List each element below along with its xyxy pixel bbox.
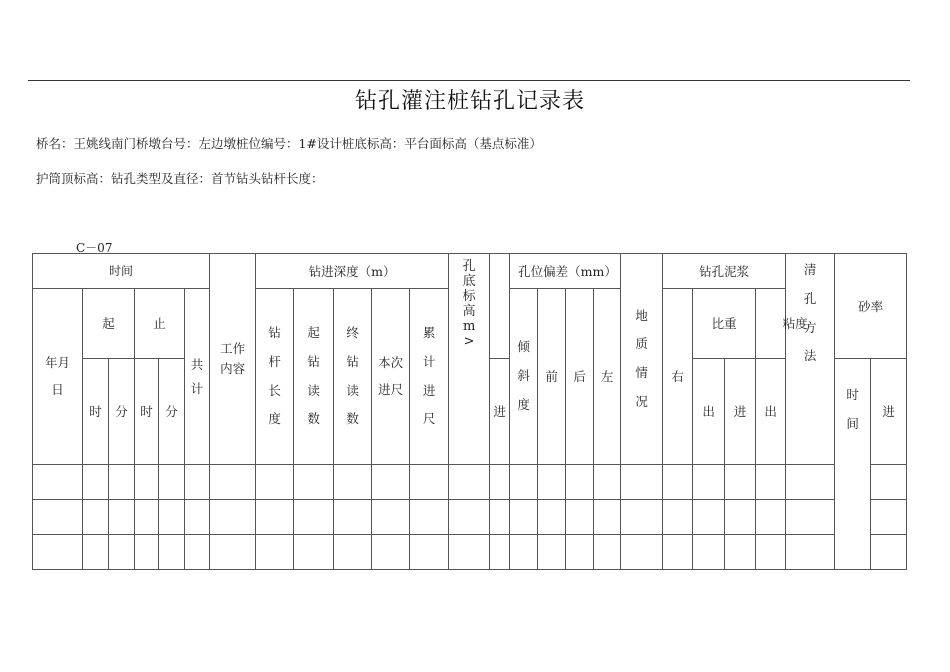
header-start-minute: 分: [109, 359, 135, 465]
info-line-bridge: 桥名：王姚线南门桥墩台号：左边墩桩位编号：1#设计桩底标高：平台面标高（基点标准）: [36, 136, 542, 151]
header-this-depth: 本次进尺: [372, 289, 410, 465]
header-cumulative-depth: 累计进尺: [410, 289, 449, 465]
header-stop-hour: 时: [135, 359, 159, 465]
header-end-reading: 终钻读数: [334, 289, 372, 465]
header-stop: 止: [135, 289, 185, 359]
header-viscosity: 粘度: [756, 289, 835, 359]
table-row: [33, 465, 907, 500]
header-sand-in: 进: [871, 359, 907, 465]
header-drill-depth: 钻进深度（m）: [256, 254, 449, 289]
form-code: C－07: [76, 241, 113, 255]
header-cleaning-method: 清孔方法: [786, 254, 835, 465]
header-front: 前: [538, 289, 566, 465]
header-stop-minute: 分: [159, 359, 185, 465]
table-row: [33, 500, 907, 535]
header-start: 起: [83, 289, 135, 359]
header-time: 时间: [33, 254, 210, 289]
header-date: 年月日: [33, 289, 83, 465]
header-right: 右: [663, 289, 693, 465]
header-geology: 地质情况: [621, 254, 663, 465]
header-work-content: 工作内容: [210, 254, 256, 465]
header-sand-rate: 砂率: [835, 254, 907, 359]
header-back: 后: [566, 289, 594, 465]
header-start-hour: 时: [83, 359, 109, 465]
header-rod-length: 钻杆长度: [256, 289, 294, 465]
header-density: 比重: [693, 289, 756, 359]
header-tilt: 倾斜度: [510, 289, 538, 465]
header-left: 左: [594, 289, 621, 465]
header-bottom-elevation: 孔底标高m>: [449, 254, 490, 465]
header-gap-col: [490, 254, 510, 359]
header-start-reading: 起钻读数: [294, 289, 334, 465]
header-drilling-mud: 钻孔泥浆: [663, 254, 786, 289]
header-row-1: [33, 254, 907, 289]
header-cleaning-time: 时间: [835, 359, 871, 570]
page-title: 钻孔灌注桩钻孔记录表: [354, 89, 585, 114]
header-viscosity-in: 进: [725, 359, 756, 465]
drilling-record-table: [32, 253, 907, 570]
header-density-in: 进: [490, 359, 510, 465]
header-viscosity-out: 出: [756, 359, 786, 465]
header-total: 共计: [185, 289, 210, 465]
top-rule: [28, 80, 910, 81]
header-density-out: 出: [693, 359, 725, 465]
table-row: [33, 535, 907, 570]
header-hole-deviation: 孔位偏差（mm）: [510, 254, 621, 289]
info-line-casing: 护筒顶标高：钻孔类型及直径：首节钻头钻杆长度：: [36, 171, 324, 186]
